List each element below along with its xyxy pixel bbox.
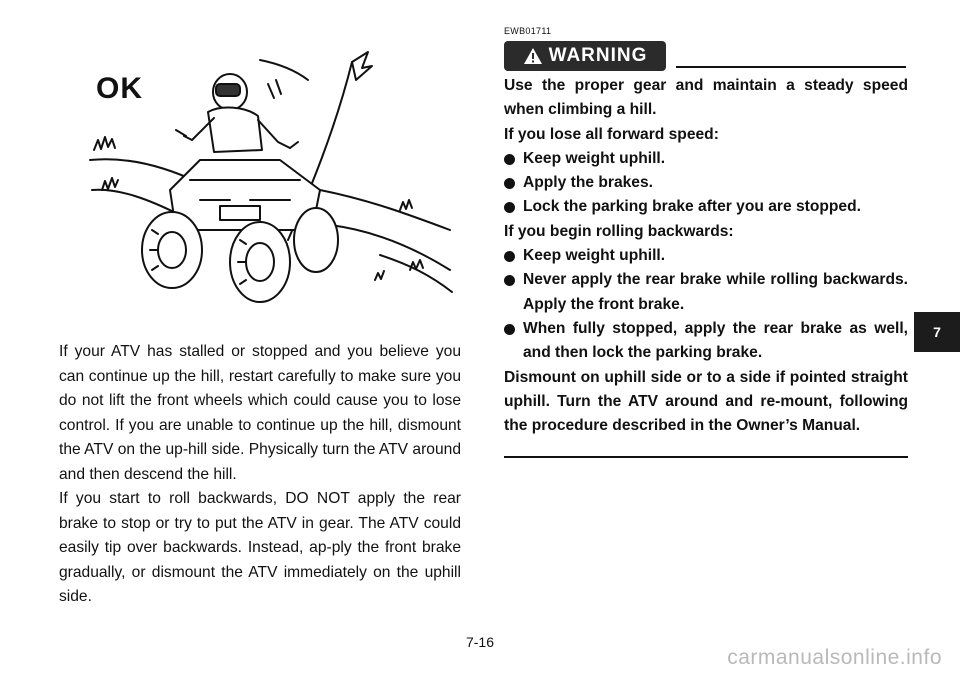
page-number: 7-16 [465, 634, 495, 650]
list-item: Lock the parking brake after you are stopped. [504, 195, 908, 219]
list-item: Apply the brakes. [504, 171, 908, 195]
bullet-icon [504, 251, 515, 262]
warning-title: WARNING [548, 45, 648, 66]
list-item: Keep weight uphill. [504, 244, 908, 268]
bullet-icon [504, 178, 515, 189]
chapter-tab: 7 [914, 312, 960, 352]
warning-closing: Dismount on uphill side or to a side if pointed straight uphill. Turn the ATV around and re-mount, following the procedure described in the Owner’s Manual. [504, 368, 908, 435]
list-item: Keep weight uphill. [504, 147, 908, 171]
ok-label: OK [96, 72, 143, 105]
warning-badge [504, 41, 666, 71]
section2-heading: If you begin rolling backwards: [504, 222, 734, 240]
warning-body [504, 74, 908, 438]
paragraph-restart: If your ATV has stalled or stopped and you believe you can continue up the hill, restart carefully to make sure you do not lift the front wheels which could cause you to lose control. If you are unable to continue up the hill, dismount the ATV on the up-hill side. Physically turn the ATV around and then descend the hill. [59, 343, 461, 483]
warning-triangle-icon [523, 47, 543, 65]
warning-header-rule [676, 66, 906, 68]
paragraph-roll-backwards: If you start to roll backwards, DO NOT apply the rear brake to stop or try to put the ATV in gear. The ATV could easily tip over backwards. Instead, ap-ply the front brake gradually, or dismount the ATV immediately on the uphill side. [59, 490, 461, 605]
warning-intro: Use the proper gear and maintain a steady speed when climbing a hill. [504, 77, 908, 119]
bullet-icon [504, 154, 515, 165]
section1-heading: If you lose all forward speed: [504, 125, 719, 143]
list-item: Never apply the rear brake while rolling backwards. Apply the front brake. [504, 268, 908, 317]
section1-list [504, 147, 908, 220]
warning-footer-rule [504, 456, 908, 458]
bullet-icon [504, 324, 515, 335]
section2-list [504, 244, 908, 365]
warning-code: EWB01711 [504, 26, 552, 36]
left-body-text [59, 340, 461, 610]
watermark: carmanualsonline.info [727, 646, 942, 669]
bullet-icon [504, 275, 515, 286]
bullet-icon [504, 202, 515, 213]
list-item: When fully stopped, apply the rear brake as well, and then lock the parking brake. [504, 317, 908, 366]
